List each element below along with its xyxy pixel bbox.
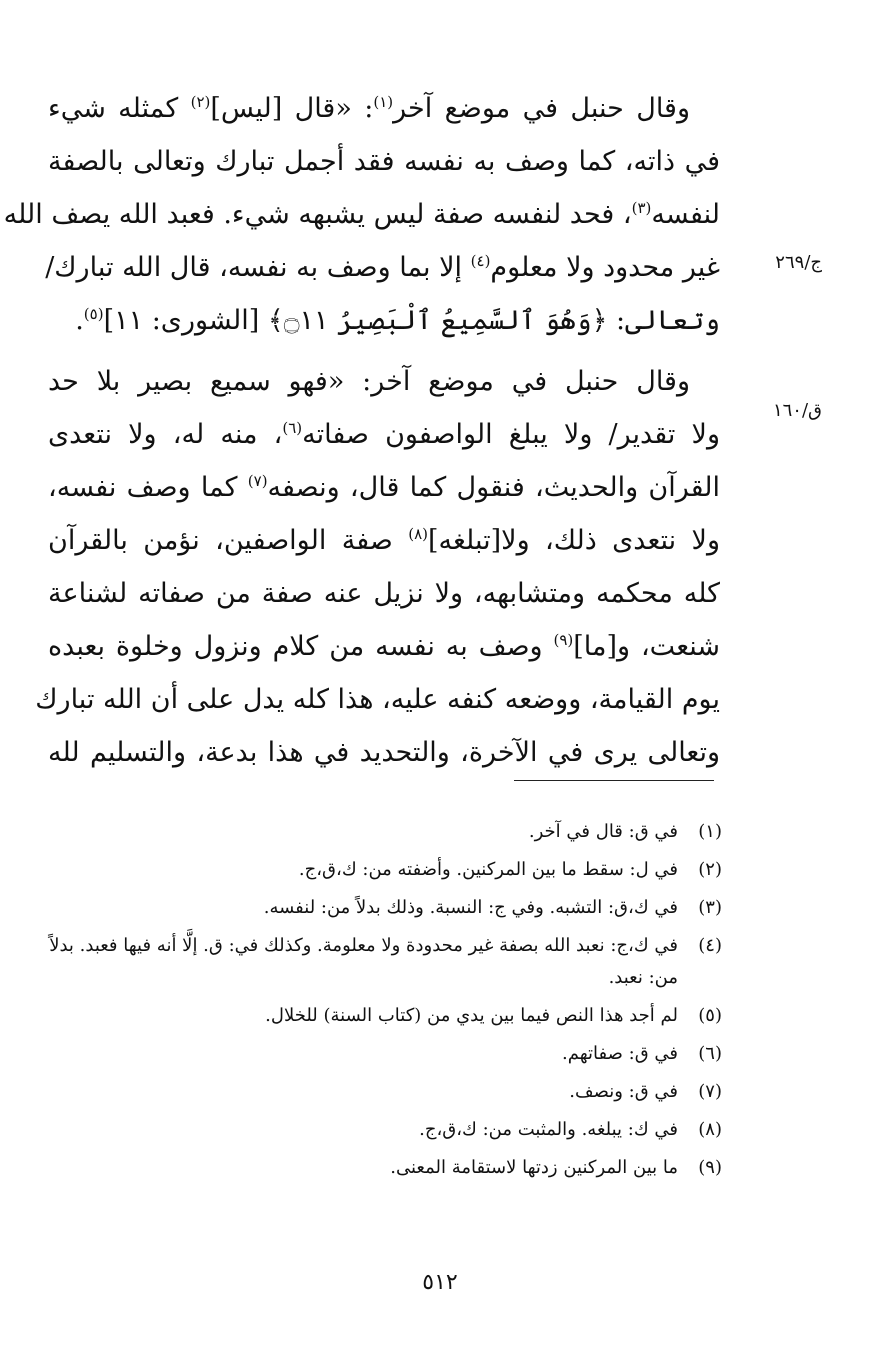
text-segment: إلا بما وصف به نفسه، قال الله تبارك/	[45, 252, 471, 283]
footnote-item	[42, 892, 722, 924]
footnote-ref: (٨)	[408, 525, 428, 543]
footnote-item	[42, 1076, 722, 1108]
footnote-ref: (٤)	[470, 252, 491, 270]
footnote-ref: (١)	[373, 93, 394, 111]
footnote-ref: (٧)	[247, 472, 268, 490]
footnote-ref: (٦)	[282, 419, 303, 437]
footnote-number: (٨)	[698, 1119, 722, 1140]
text-segment: ولا تقدير/ ولا يبلغ الواصفون صفاته	[302, 419, 720, 450]
text-segment: : «قال [ليس]	[210, 93, 374, 124]
text-segment: وصف به نفسه من كلام ونزول وخلوة بعبده	[48, 631, 554, 662]
text-segment: وتعالى يرى في الآخرة، والتحديد في هذا بدعة، والتسليم لله	[48, 737, 720, 768]
text-line	[48, 135, 720, 188]
text-line	[48, 461, 720, 514]
footnote-item	[42, 816, 722, 848]
footnote-text: في ك: يبلغه. والمثبت من: ك،ق،ج.	[419, 1119, 678, 1140]
main-text-block	[3, 82, 720, 779]
footnote-text: في ك،ج: نعبد الله بصفة غير محدودة ولا معلومة. وكذلك في: ق. إلَّا أنه فيها فعبد. بدلاً من: نعبد.	[49, 935, 678, 988]
footnote-item	[42, 1000, 722, 1032]
footnote-number: (٢)	[698, 859, 722, 880]
footnote-number: (٣)	[698, 897, 722, 918]
text-segment: كله محكمه ومتشابهه، ولا نزيل عنه صفة من صفاته لشناعة	[48, 578, 720, 609]
footnote-number: (٥)	[698, 1005, 722, 1026]
text-segment: شنعت، و[ما]	[573, 631, 720, 662]
text-line	[48, 567, 720, 620]
text-line	[48, 620, 720, 673]
footnote-item	[42, 854, 722, 886]
footnote-ref: (٥)	[83, 305, 104, 323]
text-segment: يوم القيامة، ووضعه كنفه عليه، هذا كله يدل على أن الله تبارك	[35, 684, 720, 715]
text-line	[48, 294, 720, 347]
footnote-text: ما بين المركنين زدتها لاستقامة المعنى.	[390, 1157, 678, 1178]
text-line	[3, 188, 720, 241]
text-segment: لنفسه	[651, 199, 720, 230]
footnote-ref: (٢)	[190, 93, 211, 111]
text-segment: صفة الواصفين، نؤمن بالقرآن	[48, 525, 409, 556]
text-line	[48, 355, 720, 408]
footnote-number: (٧)	[698, 1081, 722, 1102]
footnote-text: في ق: قال في آخر.	[528, 821, 678, 842]
margin-note-manuscript-q: ق/١٦٠	[772, 400, 822, 421]
text-segment: القرآن والحديث، فنقول كما قال، ونصفه	[267, 472, 720, 503]
text-segment: وتعالى: ﴿وَهُوَ ٱلسَّمِيعُ ٱلْبَصِيرُ ۝١١﴾ [الشورى: ١١]	[103, 305, 720, 336]
margin-note-manuscript-j: ج/٢٦٩	[775, 252, 822, 273]
footnote-ref: (٣)	[631, 199, 652, 217]
paragraph-gap	[48, 347, 720, 355]
footnote-number: (٩)	[698, 1157, 722, 1178]
footnote-number: (١)	[698, 821, 722, 842]
text-segment: كما وصف نفسه،	[48, 472, 248, 503]
text-line	[48, 82, 720, 135]
text-segment: .	[75, 305, 84, 336]
footnote-number: (٦)	[698, 1043, 722, 1064]
text-line	[48, 408, 720, 461]
text-segment: غير محدود ولا معلوم	[490, 252, 720, 283]
text-segment: كمثله شيء	[48, 93, 191, 124]
footnote-item	[42, 930, 722, 994]
footnote-text: في ق: ونصف.	[569, 1081, 678, 1102]
text-segment: وقال حنبل في موضع آخر: «فهو سميع بصير بلا حد	[48, 366, 690, 397]
text-line	[35, 673, 720, 726]
page-number: ٥١٢	[422, 1270, 458, 1295]
footnote-text: لم أجد هذا النص فيما بين يدي من (كتاب السنة) للخلال.	[265, 1005, 678, 1026]
text-segment: ولا نتعدى ذلك، ولا[تبلغه]	[428, 525, 720, 556]
footnote-item	[42, 1114, 722, 1146]
footnote-item	[42, 1038, 722, 1070]
text-segment: ، منه له، ولا نتعدى	[48, 419, 283, 450]
footnote-ref: (٩)	[553, 631, 574, 649]
footnote-item	[42, 1152, 722, 1184]
text-segment: ، فحد لنفسه صفة ليس يشبهه شيء. فعبد الله يصف الله	[3, 199, 632, 230]
text-segment: وقال حنبل في موضع آخر	[393, 93, 690, 124]
footnotes-list	[42, 816, 722, 1190]
footnote-text: في ق: صفاتهم.	[562, 1043, 678, 1064]
text-line	[45, 241, 720, 294]
footnote-number: (٤)	[698, 935, 722, 956]
text-segment: في ذاته، كما وصف به نفسه فقد أجمل تبارك وتعالى بالصفة	[48, 146, 720, 177]
text-line	[48, 514, 720, 567]
footnote-separator	[514, 780, 714, 781]
text-line	[48, 726, 720, 779]
footnote-text: في ك،ق: التشبه. وفي ج: النسبة. وذلك بدلاً من: لنفسه.	[263, 897, 678, 918]
footnote-text: في ل: سقط ما بين المركنين. وأضفته من: ك،ق،ج.	[298, 859, 678, 880]
